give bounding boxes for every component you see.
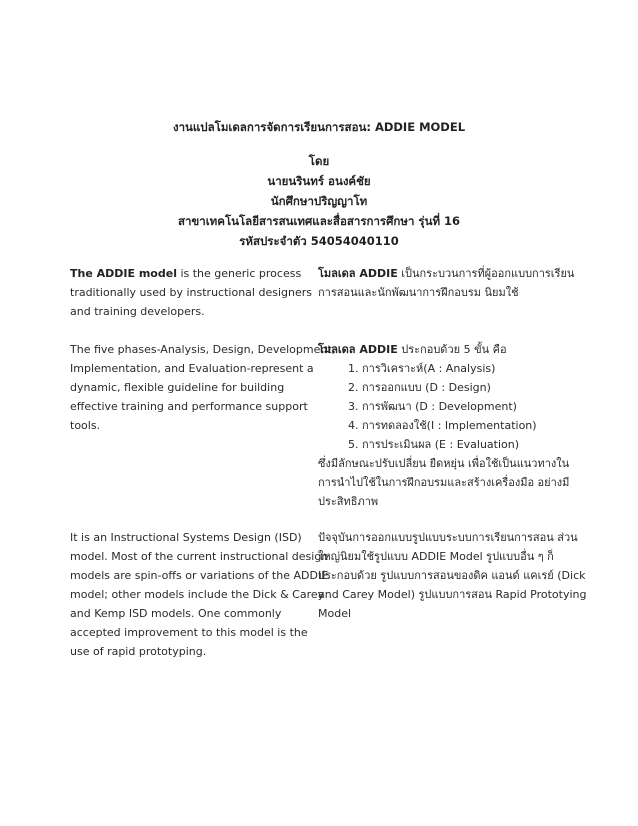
phase-list	[318, 359, 580, 454]
author-program: สาขาเทคโนโลยีสารสนเทศและสื่อสารการศึกษา รุ่นที่ 16	[177, 214, 461, 228]
list-item: 2. การออกแบบ (D : Design)	[348, 381, 491, 394]
section-3-thai	[318, 528, 587, 623]
text-run: ประกอบด้วย 5 ขั้น คือ	[397, 343, 507, 356]
paragraph-line: use of rapid prototyping.	[70, 645, 207, 658]
paragraph-line: Implementation, and Evaluation-represent a	[70, 362, 314, 375]
paragraph-line: model; other models include the Dick & Carey	[70, 588, 325, 601]
paragraph-line: traditionally used by instructional designers	[70, 286, 312, 299]
paragraph-line: and Kemp ISD models. One commonly	[70, 607, 282, 620]
paragraph-line: effective training and performance support	[70, 400, 308, 413]
list-item: 3. การพัฒนา (D : Development)	[348, 400, 517, 413]
paragraph-line: ใหญ่นิยมใช้รูปแบบ ADDIE Model รูปแบบอื่น ๆ ก็	[318, 550, 554, 563]
student-id: รหัสประจำตัว 54054040110	[239, 234, 399, 248]
paragraph-line: accepted improvement to this model is the	[70, 626, 308, 639]
paragraph-line: model. Most of the current instructional design	[70, 550, 329, 563]
paragraph-line: ซึ่งมีลักษณะปรับเปลี่ยน ยืดหยุ่น เพื่อใช้เป็นแนวทางใน	[318, 457, 570, 470]
author-role: นักศึกษาปริญญาโท	[270, 194, 368, 208]
paragraph-line: การสอนและนักพัฒนาการฝึกอบรม นิยมใช้	[318, 286, 519, 299]
paragraph-line: ปัจจุบันการออกแบบรูปแบบระบบการเรียนการสอน ส่วน	[318, 531, 578, 544]
section-2-thai	[318, 340, 580, 511]
text-run: is the generic process	[176, 267, 302, 280]
author-name: นายนรินทร์ อนงค์ชัย	[267, 174, 371, 188]
paragraph-line: It is an Instructional Systems Design (ISD)	[70, 531, 302, 544]
section-1-thai	[318, 264, 580, 302]
section-2-english	[70, 340, 336, 435]
section-3-english	[70, 528, 329, 661]
paragraph-line: and Carey Model) รูปแบบการสอน Rapid Prototying	[318, 588, 587, 601]
list-item: 1. การวิเคราะห์(A : Analysis)	[348, 362, 496, 375]
paragraph-line: The five phases-Analysis, Design, Development,	[70, 343, 336, 356]
paragraph-line: ประสิทธิภาพ	[318, 495, 379, 508]
paragraph-line: and training developers.	[70, 305, 205, 318]
paragraph-line: การนำไปใช้ในการฝึกอบรมและสร้างเครื่องมือ อย่างมี	[318, 476, 570, 489]
text-run: เป็นกระบวนการที่ผู้ออกแบบการเรียน	[397, 267, 575, 280]
list-item: 4. การทดลองใช้(I : Implementation)	[348, 419, 537, 432]
paragraph-line	[70, 264, 310, 283]
list-item: 5. การประเมินผล (E : Evaluation)	[348, 438, 520, 451]
paragraph-line: tools.	[70, 419, 101, 432]
paragraph-line: models are spin-offs or variations of the ADDIE	[70, 569, 329, 582]
term-bold: The ADDIE model	[70, 267, 177, 280]
paragraph-line: ประกอบด้วย รูปแบบการสอนของดิค แอนด์ แคเรย์ (Dick	[318, 569, 586, 582]
paragraph-line	[318, 340, 580, 359]
paragraph-line: dynamic, flexible guideline for building	[70, 381, 285, 394]
paragraph-line: Model	[318, 607, 352, 620]
term-bold: โมลเดล ADDIE	[318, 343, 398, 356]
paragraph-line	[318, 264, 580, 283]
section-1-english	[70, 264, 310, 321]
by-label: โดย	[308, 154, 330, 168]
author-block	[0, 151, 638, 251]
document-title: งานแปลโมเดลการจัดการเรียนการสอน: ADDIE MODEL	[172, 120, 466, 134]
term-bold: โมลเดล ADDIE	[318, 267, 398, 280]
